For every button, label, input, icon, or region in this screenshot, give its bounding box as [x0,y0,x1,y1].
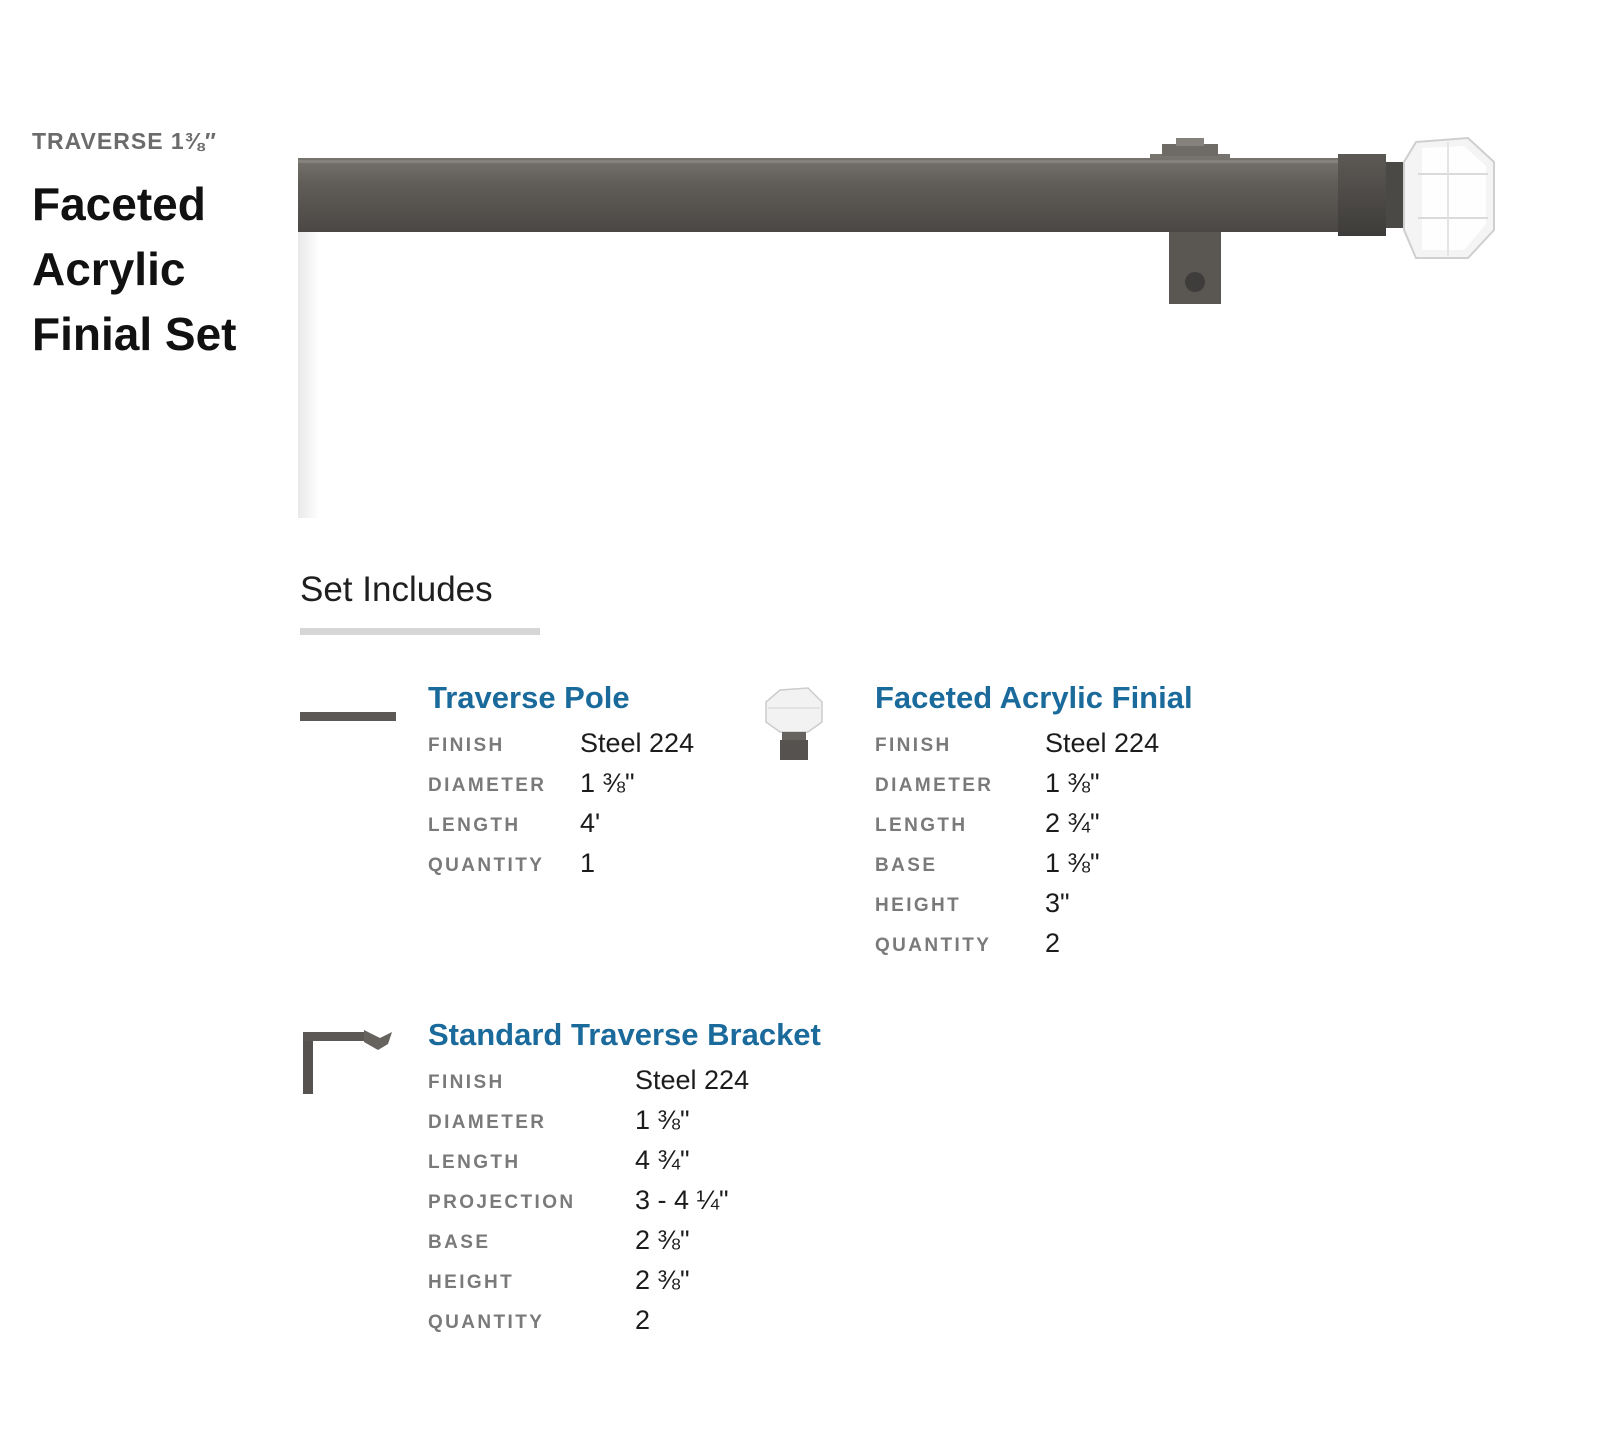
spec-label: PROJECTION [428,1192,576,1213]
spec-label: DIAMETER [428,1112,547,1133]
spec-value: 3" [1045,888,1070,918]
product-title-line: Faceted [32,178,206,230]
spec-label: HEIGHT [428,1272,515,1293]
spec-value: 2 ⅜" [635,1225,690,1255]
set-includes-underline [300,628,540,635]
product-title [32,172,272,367]
product-title-line: Acrylic [32,243,186,295]
spec-value: 4 ¾" [635,1145,690,1175]
item-name[interactable]: Standard Traverse Bracket [428,1017,821,1052]
spec-value: 2 ¾" [1045,808,1100,838]
spec-label: FINISH [428,1072,505,1093]
spec-value: 2 ⅜" [635,1265,690,1295]
item-name[interactable]: Faceted Acrylic Finial [875,680,1193,715]
spec-label: QUANTITY [428,1312,545,1333]
product-eyebrow: TRAVERSE 1⅜″ [32,128,217,154]
traverse-pole-icon [300,672,400,772]
spec-value: 1 ⅜" [1045,848,1100,878]
spec-label: DIAMETER [875,775,994,796]
spec-label: FINISH [428,735,505,756]
spec-value: 2 [1045,928,1061,958]
set-includes-heading: Set Includes [300,570,493,609]
spec-value: Steel 224 [580,728,695,758]
spec-label: LENGTH [428,815,521,836]
spec-value: 2 [635,1305,651,1335]
spec-label: BASE [428,1232,491,1253]
spec-label: LENGTH [428,1152,521,1173]
spec-value: 3 - 4 ¼" [635,1185,729,1215]
spec-label: BASE [875,855,938,876]
spec-label: QUANTITY [428,855,545,876]
hero-curtain-rod-image [298,118,1558,518]
spec-value: 1 [580,848,596,878]
spec-value: Steel 224 [635,1065,750,1095]
spec-value: Steel 224 [1045,728,1160,758]
spec-value: 1 ⅜" [635,1105,690,1135]
traverse-bracket-icon [300,1010,400,1110]
acrylic-finial-icon [746,672,846,772]
spec-label: LENGTH [875,815,968,836]
spec-value: 1 ⅜" [580,768,635,798]
product-title-line: Finial Set [32,308,237,360]
item-name[interactable]: Traverse Pole [428,680,630,715]
spec-label: FINISH [875,735,952,756]
spec-value: 4' [580,808,601,838]
spec-label: HEIGHT [875,895,962,916]
spec-label: DIAMETER [428,775,547,796]
spec-label: QUANTITY [875,935,992,956]
spec-value: 1 ⅜" [1045,768,1100,798]
